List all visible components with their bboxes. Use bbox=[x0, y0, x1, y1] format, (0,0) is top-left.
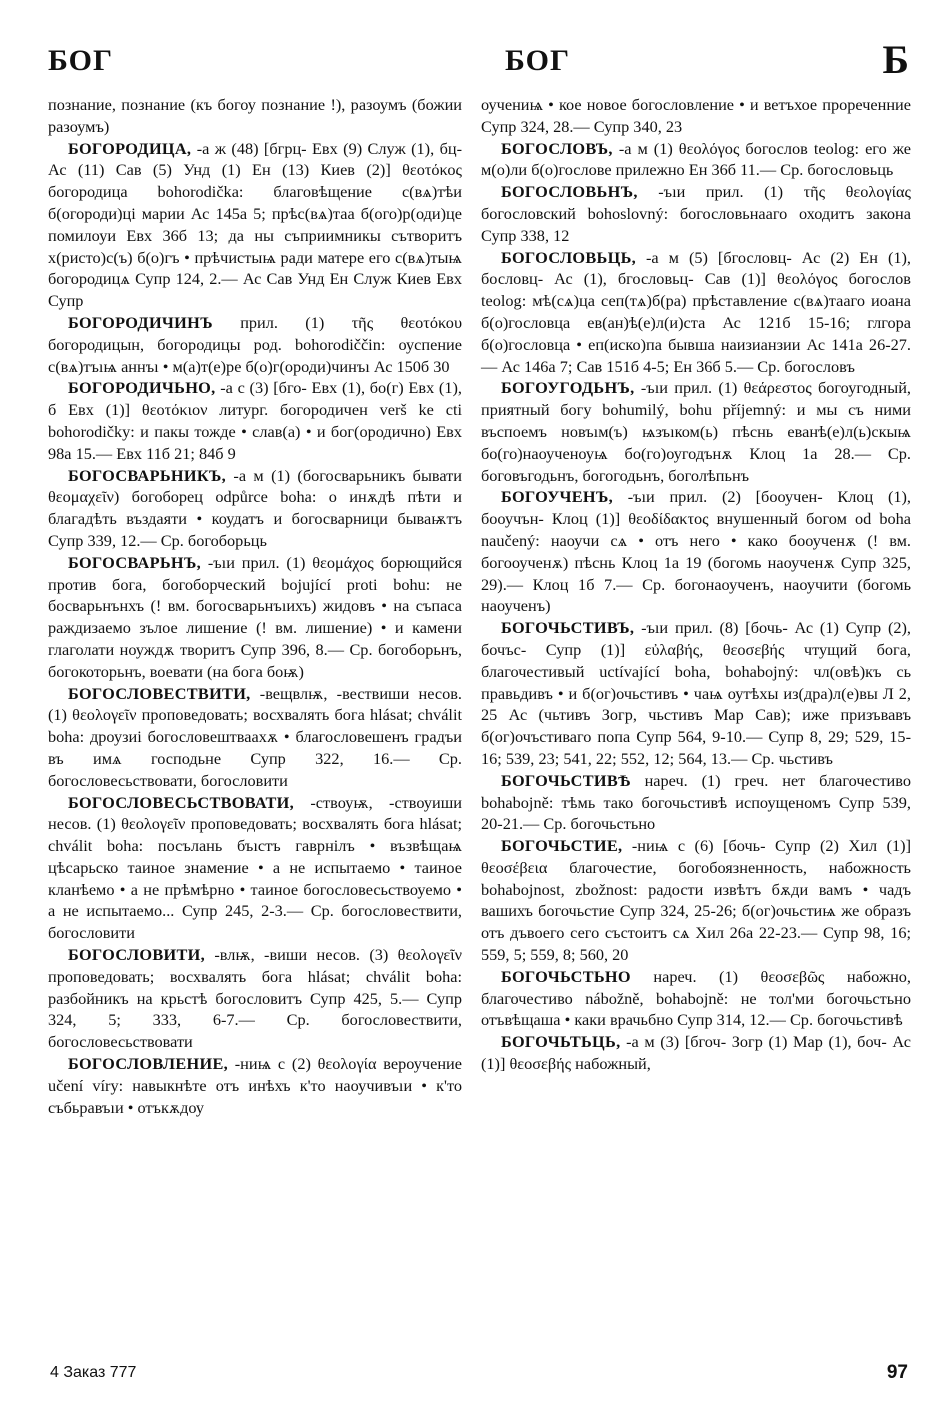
headword: БОГОСЛОВЕСТВИТИ, bbox=[68, 683, 251, 703]
headword: БОГОСЛОВЛЕНИЕ, bbox=[68, 1054, 228, 1074]
headword: БОГОРОДИЧЬНО, bbox=[68, 378, 216, 398]
headword: БОГОУЧЕНЪ, bbox=[501, 487, 613, 507]
print-order-note: 4 Заказ 777 bbox=[50, 1364, 137, 1381]
dictionary-entry bbox=[48, 312, 462, 377]
dictionary-entry bbox=[48, 792, 462, 945]
entry-body: -а с (3) [бго- Евх (1), бо(г) Евх (1), б Евх (1)] θεοτόκιον литург. богородичен verš ke cti bohorodičky: и пакы тожде • слав(а) • и бог(ородично) Евх 98а 15.— Евх 11б 21; 84б 9 bbox=[48, 378, 462, 463]
entry-body: -ствоуѭ, -ствоуиши несов. (1) θεολογεῖν проповедовать; восхвалять бога hlásat; chválit boha: посълань бъıстъ гаврнілъ • възвѣщаѩ цѣсарьско таиное знамение • а не испытаемо • таиное кланѣемо • а не прѣмѣрно • таиное богословесьствоуемо • а не испытаемо... Супр 245, 2-3.— Ср. богословествити, богословити bbox=[48, 792, 462, 943]
headword: БОГОСЛОВЬНЪ, bbox=[501, 182, 638, 202]
headword: БОГОСЛОВЪ, bbox=[501, 138, 613, 158]
running-header-left: БОГ bbox=[48, 44, 114, 77]
entry-body: -а м (3) [бгоч- Зогр (1) Мар (1), боч- Ас (1)] θεοσεβής набожный, bbox=[481, 1032, 911, 1074]
entry-continuation bbox=[48, 94, 462, 138]
entry-body: -а м (1) (богосварьникъ бывати θεομαχεῖν) богоборец odpůrce boha: о инѫдѣ пѣти и благадѣть въздаяти • коудатъ и богосварници бываѭтъ Супр 339, 12.— Ср. богоборьць bbox=[48, 465, 462, 550]
entry-continuation bbox=[481, 94, 911, 138]
dictionary-entry bbox=[48, 377, 462, 464]
headword: БОГОСВАРЬНИКЪ, bbox=[68, 465, 227, 485]
dictionary-entry bbox=[481, 486, 911, 617]
dictionary-entry bbox=[48, 1053, 462, 1118]
headword: БОГОЧЬСТИЕ, bbox=[501, 836, 623, 856]
headword: БОГОЧЬТЬЦЬ, bbox=[501, 1032, 621, 1052]
headword: БОГОСВАРЬНЪ, bbox=[68, 552, 201, 572]
dictionary-entry bbox=[48, 138, 462, 312]
right-column bbox=[481, 94, 911, 1075]
dictionary-entry bbox=[481, 377, 911, 486]
entry-body: -ъıи прил. (1) τῆς θεολογίας богословский bohoslovný: богословьнааго оходитъ закона Супр 338, 12 bbox=[481, 182, 911, 245]
dictionary-entry bbox=[48, 465, 462, 552]
headword: БОГОЧЬСТИВЪ, bbox=[501, 618, 635, 638]
headword: БОГОРОДИЧИНЪ bbox=[68, 312, 213, 332]
dictionary-entry bbox=[481, 138, 911, 182]
entry-body: -а м (5) [бгословц- Ас (2) Ен (1), бословц- Ас (1), бгословьц- Сав (1)] θεολόγος богослов teolog: мѣ(сѧ)ца сеп(тѧ)б(ра) прѣставление с(вѧ)тааго иоана б(о)гословца ев(ан)ѣ(е)л(и)ста Ас 121б 15-16; глгора б(о)гословца • еп(иско)па бывша наизианзии Ас 141а 26-27.— Ас 146а 7; Сав 151б 4-5; Ен 36б 5.— Ср. богословъ bbox=[481, 247, 911, 376]
dictionary-entry bbox=[481, 770, 911, 835]
entry-body: -ъıи прил. (1) θεομάχος борющийся против бога, богоборческий bojující proti bohu: не босварьнънхъ (! вм. богосварьнъıихъ) жидовъ • на съпаса раждизаемо зълое лишение (! вм. лишение) • и камени глаголати ноуждѫ творитъ Супр 396, 8.— Ср. богоборьнъ, богокоторьнъ, воевати (на бога боѭ) bbox=[48, 552, 462, 681]
page-number: 97 bbox=[886, 1362, 908, 1383]
headword: БОГОСЛОВЕСЬСТВОВАТИ, bbox=[68, 792, 295, 812]
dictionary-entry bbox=[481, 835, 911, 966]
headword: БОГОЧЬСТЬНО bbox=[501, 966, 631, 986]
entry-body: -влѭ, -виши несов. (3) θεολογεῖν проповедовать; восхвалять бога hlásat; chválit boha: разбойникъ на крьстѣ богословитъ Супр 425, 5.— Супр 324, 5; 333, 6-7.— Ср. богословествити, богословесьствовати bbox=[48, 945, 462, 1052]
dictionary-entry bbox=[481, 181, 911, 246]
entry-body: -ъıи прил. (1) θεάρεστος богоугодный, приятный богу bohumilý, bohu příjemný: и мы съ ними въспоемъ новъıм(ъ) ѩзъıком(ь) пѣснь еванѣ(е)л(ь)скыѩ бо(го)наоученоуѩ бо(го)оугодънѫ Клоц 1а 28.— Ср. боговъгодьнъ, богогодьнъ, боголѣпьнъ bbox=[481, 378, 911, 485]
entry-body: нареч. (1) греч. нет благочестиво bohabojně: тѣмь тако богочьстивѣ испоущеномъ Супр 539, 20-21.— Ср. богочьстьно bbox=[481, 770, 911, 834]
dictionary-entry bbox=[481, 617, 911, 770]
dictionary-entry bbox=[481, 966, 911, 1031]
running-header-middle: БОГ bbox=[505, 44, 571, 77]
section-letter: Б bbox=[882, 37, 910, 82]
entry-body: -а м (1) θεολόγος богослов teolog: его же м(о)ли б(о)гослове прилежно Ен 36б 11.— Ср. богословьць bbox=[481, 138, 911, 180]
entry-body: оучениѩ • кое новое богословление • и ветъхое прореченние Супр 324, 28.— Супр 340, 23 bbox=[481, 95, 911, 136]
entry-body: прил. (1) τῆς θεοτόκου богородицын, богородицы род. bohorodiččin: оуспение с(вѧ)тъıѩ аннъı • м(а)т(е)ре б(о)г(ороди)чинъı Ас 150б 30 bbox=[48, 312, 463, 376]
entry-body: -а ж (48) [бгрц- Евх (9) Служ (1), бц- Ас (11) Сав (5) Унд (1) Ен (13) Киев (2)] θεοτόκος богородица bohorodička: благовѣщение с(вѧ)тѣи б(огороди)ці марии Ас 145а 5; прѣс(вѧ)таа б(ого)р(оди)це помилоуи Евх 36б 13; да ны съприимникы сътворитъ х(ристо)с(ъ) б(о)гъ • прѣчистыѩ ради матере его с(вѧ)тыѩ богородицѧ Супр 124, 2.— Ас Сав Унд Ен Служ Киев Евх Супр bbox=[48, 138, 462, 311]
entry-body: познание, познание (къ богоу познание !), разоумъ (божии разоумъ) bbox=[48, 95, 462, 136]
dictionary-entry bbox=[48, 944, 462, 1053]
headword: БОГОУГОДЬНЪ, bbox=[501, 378, 635, 398]
entry-body: -ъıи прил. (8) [бочь- Ас (1) Супр (2), бочъс- Супр (1)] εὐλαβής, θεοσεβής чтущий бога, благочестивый uctívající boha, bohabojný: чл(овѣ)къ сь правьдивъ • и б(ог)очьстивъ • чаѩ оутѣхы из(дра)л(е)вы Л 2, 25 Ас (чьтивъ Зогр, чьстивъ Мар Сав); иже призъвавъ б(ог)очъстиваго попа Супр 564, 9-10.— Супр 8, 29; 529, 15-16; 539, 23; 541, 22; 552, 12; 564, 13.— Ср. чьстивъ bbox=[481, 618, 912, 768]
dictionary-entry bbox=[481, 247, 911, 378]
entry-body: -ниѩ с (2) θεολογία вероучение učení víry: навыкнѣте отъ инѣхъ к'то наоучивъıи • к'то събьравъıи • отъкѫдоу bbox=[48, 1054, 462, 1117]
headword: БОГОЧЬСТИВѢ bbox=[501, 770, 631, 790]
headword: БОГОРОДИЦА, bbox=[68, 138, 192, 158]
left-column bbox=[48, 94, 462, 1118]
entry-body: -ъıи прил. (2) [бооучен- Клоц (1), бооучън- Клоц (1)] θεοδίδακτος внушенный богом od boha naučený: наоучи сѧ • отъ него • како бооученѫ (! вм. богооученѫ) пѣснь Клоц 1а 19 (богомь наоученѫ Супр 325, 29).— Клоц 1б 7.— Ср. богонаоученъ, наоучити (богомь наоученъ) bbox=[481, 487, 912, 616]
headword: БОГОСЛОВЬЦЬ, bbox=[501, 247, 637, 267]
dictionary-entry bbox=[48, 683, 462, 792]
dictionary-entry bbox=[481, 1031, 911, 1075]
entry-body: -ниѩ с (6) [бочь- Супр (2) Хил (1)] θεοσέβεια благочестие, богобоязненность, набожность bohabojnost, zbožnost: радости извѣтъ бѫди вамъ • чадъ вашихъ богочьстие Супр 324, 25-26; б(ог)очьстиѩ же образъ отъ дъвоего сего състоитъ сѧ Хил 26а 22-23.— Супр 98, 16; 559, 5; 559, 8; 560, 20 bbox=[481, 836, 911, 965]
entry-body: нареч. (1) θεοσεβῶς набожно, благочестиво nábožně, bohabojně: не тол'ми богочьстьно отъвѣщаша • каки врачьбно Супр 314, 12.— Ср. богочьстивѣ bbox=[481, 966, 911, 1030]
headword: БОГОСЛОВИТИ, bbox=[68, 945, 205, 965]
entry-body: -вещвлѭ, -вествиши несов. (1) θεολογεῖν проповедовать; восхвалять бога hlásat; chválit boha: дроузиі богословештваахѫ • благословешенъ градъи въ имѧ господьне Супр 322, 16.— Ср. богословесьствовати, богословити bbox=[48, 683, 463, 790]
dictionary-entry bbox=[48, 552, 462, 683]
